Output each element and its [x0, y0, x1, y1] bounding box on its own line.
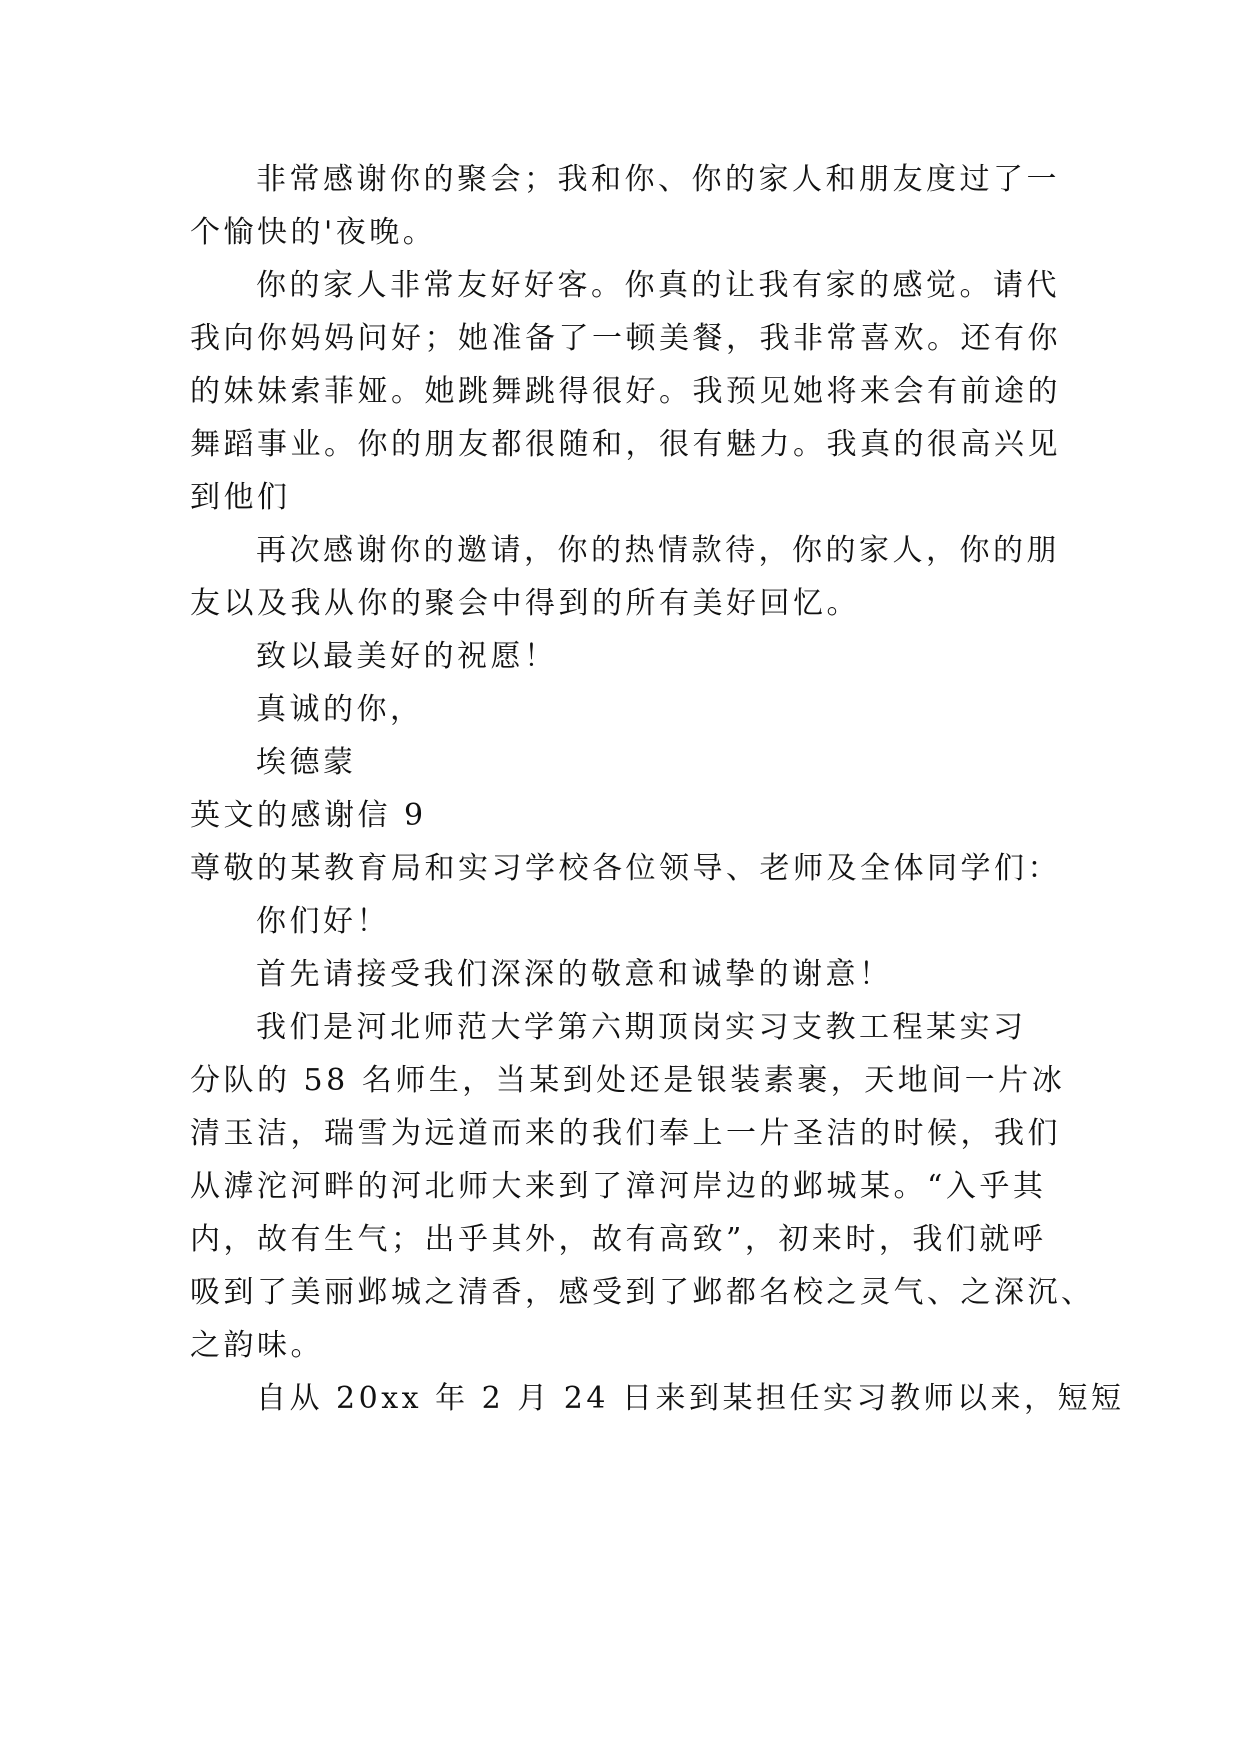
paragraph-line: 你的家人非常友好好客。你真的让我有家的感觉。请代 — [256, 268, 1060, 303]
paragraph-line: 之韵味。 — [190, 1328, 324, 1363]
paragraph-line: 友以及我从你的聚会中得到的所有美好回忆。 — [190, 586, 860, 621]
paragraph-line: 舞蹈事业。你的朋友都很随和，很有魅力。我真的很高兴见 — [190, 427, 1061, 462]
signature-line: 埃德蒙 — [256, 745, 357, 780]
paragraph-line: 我向你妈妈问好；她准备了一顿美餐，我非常喜欢。还有你 — [190, 321, 1061, 356]
paragraph-line: 清玉洁，瑞雪为远道而来的我们奉上一片圣洁的时候，我们 — [190, 1116, 1061, 1151]
section-heading: 英文的感谢信 9 — [190, 798, 427, 833]
paragraph-line: 吸到了美丽邺城之清香，感受到了邺都名校之灵气、之深沉、 — [190, 1275, 1095, 1310]
paragraph-line: 我们是河北师范大学第六期顶岗实习支教工程某实习 — [256, 1010, 1027, 1045]
paragraph-line: 分队的 58 名师生，当某到处还是银装素裹，天地间一片冰 — [190, 1063, 1066, 1098]
paragraph-line: 自从 20xx 年 2 月 24 日来到某担任实习教师以来，短短 — [256, 1381, 1125, 1416]
closing-line: 真诚的你， — [256, 692, 424, 727]
paragraph-line: 从滹沱河畔的河北师大来到了漳河岸边的邺城某。“入乎其 — [190, 1169, 1047, 1204]
paragraph-line: 的妹妹索菲娅。她跳舞跳得很好。我预见她将来会有前途的 — [190, 374, 1061, 409]
closing-line: 致以最美好的祝愿！ — [256, 639, 558, 674]
greeting-line: 你们好！ — [256, 904, 390, 939]
paragraph-line: 到他们 — [190, 480, 291, 515]
paragraph-line: 再次感谢你的邀请，你的热情款待，你的家人，你的朋 — [256, 533, 1060, 568]
salutation-line: 尊敬的某教育局和实习学校各位领导、老师及全体同学们： — [190, 851, 1061, 886]
paragraph-line: 首先请接受我们深深的敬意和诚挚的谢意！ — [256, 957, 893, 992]
paragraph-line: 个愉快的'夜晚。 — [190, 215, 437, 250]
paragraph-line: 内，故有生气；出乎其外，故有高致”，初来时，我们就呼 — [190, 1222, 1047, 1257]
paragraph-line: 非常感谢你的聚会；我和你、你的家人和朋友度过了一 — [256, 162, 1060, 197]
